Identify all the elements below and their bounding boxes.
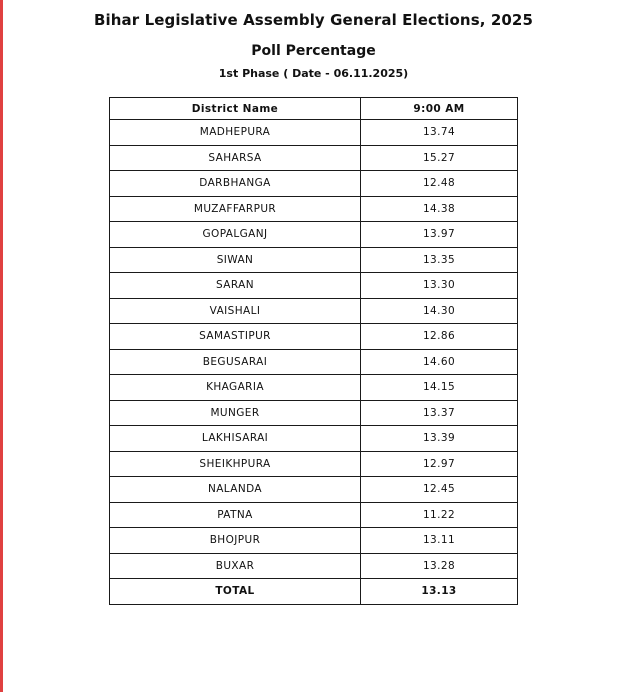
poll-percentage: 14.60: [361, 349, 518, 375]
poll-percentage: 14.38: [361, 196, 518, 222]
district-name: VAISHALI: [110, 298, 361, 324]
table-row: [110, 375, 518, 401]
document-title: Bihar Legislative Assembly General Elections, 2025: [94, 11, 533, 29]
total-label: TOTAL: [110, 579, 361, 605]
district-name: MUNGER: [110, 400, 361, 426]
column-header-district: District Name: [110, 98, 361, 120]
poll-percentage: 12.45: [361, 477, 518, 503]
poll-percentage: 12.97: [361, 451, 518, 477]
district-name: MADHEPURA: [110, 120, 361, 146]
poll-percentage: 13.35: [361, 247, 518, 273]
poll-percentage: 13.39: [361, 426, 518, 452]
poll-percentage: 13.28: [361, 553, 518, 579]
table-row: [110, 120, 518, 146]
table-row: [110, 426, 518, 452]
district-name: SIWAN: [110, 247, 361, 273]
table-row: [110, 477, 518, 503]
total-row: [110, 579, 518, 605]
total-percentage: 13.13: [361, 579, 518, 605]
table-row: [110, 273, 518, 299]
district-name: BHOJPUR: [110, 528, 361, 554]
district-name: SAHARSA: [110, 145, 361, 171]
district-name: NALANDA: [110, 477, 361, 503]
poll-percentage: 14.30: [361, 298, 518, 324]
district-name: KHAGARIA: [110, 375, 361, 401]
poll-percentage: 13.97: [361, 222, 518, 248]
table-row: [110, 171, 518, 197]
poll-percentage: 14.15: [361, 375, 518, 401]
district-name: SHEIKHPURA: [110, 451, 361, 477]
poll-percentage: 11.22: [361, 502, 518, 528]
district-name: DARBHANGA: [110, 171, 361, 197]
table-row: [110, 196, 518, 222]
table-row: [110, 349, 518, 375]
district-name: BEGUSARAI: [110, 349, 361, 375]
table-row: [110, 145, 518, 171]
column-header-time: 9:00 AM: [361, 98, 518, 120]
poll-percentage: 13.37: [361, 400, 518, 426]
district-name: SAMASTIPUR: [110, 324, 361, 350]
poll-percentage-table: [109, 97, 518, 605]
poll-percentage: 12.86: [361, 324, 518, 350]
table-row: [110, 451, 518, 477]
district-name: GOPALGANJ: [110, 222, 361, 248]
district-name: SARAN: [110, 273, 361, 299]
table-row: [110, 400, 518, 426]
district-name: MUZAFFARPUR: [110, 196, 361, 222]
poll-percentage: 12.48: [361, 171, 518, 197]
district-name: LAKHISARAI: [110, 426, 361, 452]
district-name: PATNA: [110, 502, 361, 528]
table-row: [110, 502, 518, 528]
left-edge-marker: [0, 0, 3, 692]
table-row: [110, 553, 518, 579]
table-row: [110, 324, 518, 350]
document-subtitle: Poll Percentage: [251, 43, 376, 59]
poll-percentage: 13.11: [361, 528, 518, 554]
poll-percentage: 15.27: [361, 145, 518, 171]
table-row: [110, 528, 518, 554]
table-row: [110, 298, 518, 324]
table-row: [110, 222, 518, 248]
phase-date: 1st Phase ( Date - 06.11.2025): [218, 67, 409, 80]
table-row: [110, 247, 518, 273]
poll-percentage: 13.30: [361, 273, 518, 299]
district-name: BUXAR: [110, 553, 361, 579]
table-header-row: [110, 98, 518, 120]
poll-percentage: 13.74: [361, 120, 518, 146]
